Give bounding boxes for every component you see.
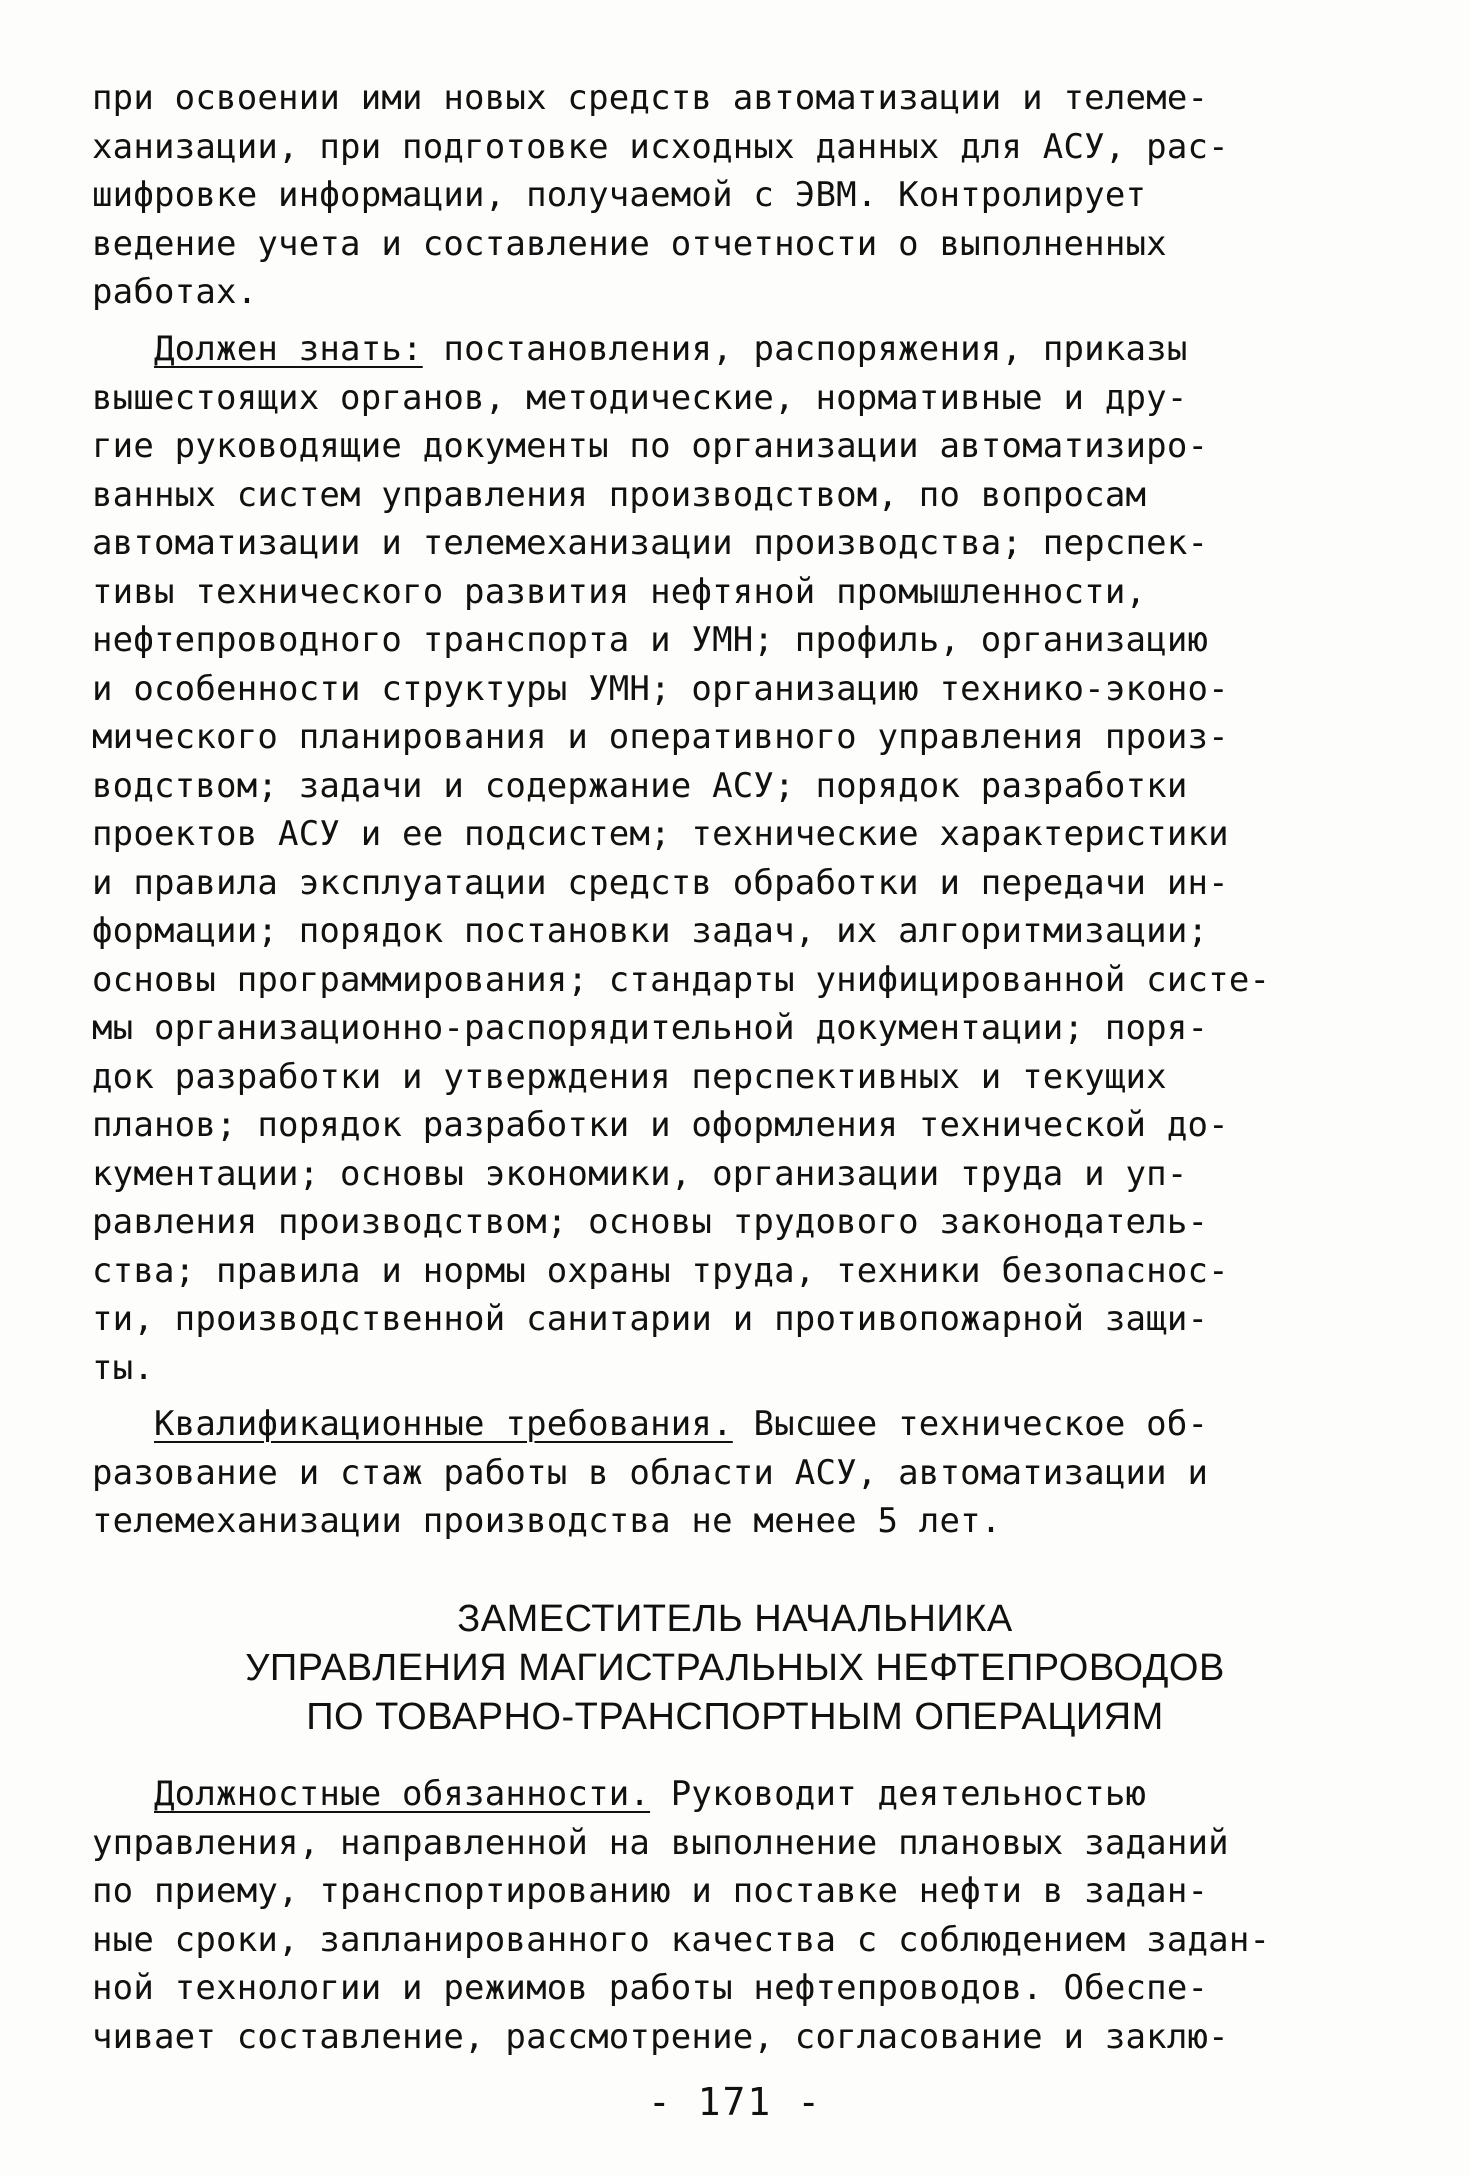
text-line-first (92, 1400, 1392, 1449)
section-heading (0, 1595, 1470, 1742)
text-line: ной технологии и режимов работы нефтепроводов. Обеспе- (92, 1968, 1209, 2008)
section-label-qualification: Квалификационные требования. (154, 1404, 733, 1444)
heading-line: УПРАВЛЕНИЯ МАГИСТРАЛЬНЫХ НЕФТЕПРОВОДОВ (245, 1647, 1225, 1689)
heading-line: ПО ТОВАРНО-ТРАНСПОРТНЫМ ОПЕРАЦИЯМ (306, 1696, 1164, 1738)
text-line: равления производством; основы трудового законодатель- (92, 1202, 1209, 1242)
text-line: автоматизации и телемеханизации производства; перспек- (92, 523, 1209, 563)
text-line: и особенности структуры УМН; организацию технико-эконо- (92, 668, 1229, 709)
paragraph-continuation (92, 74, 1392, 317)
text-line: ведение учета и составление отчетности о выполненных (92, 223, 1167, 264)
text-line: работах. (92, 272, 258, 312)
text-line: при освоении ими новых средств автоматизации и телеме- (92, 78, 1209, 118)
text-line: проектов АСУ и ее подсистем; технические характеристики (92, 814, 1229, 854)
text-line: нефтепроводного транспорта и УМН; профиль, организацию (92, 620, 1209, 660)
text-line: ства; правила и нормы охраны труда, техники безопаснос- (92, 1250, 1229, 1291)
text-line: планов; порядок разработки и оформления технической до- (92, 1105, 1229, 1145)
text-line: ты. (92, 1347, 155, 1388)
text-line: ные сроки, запланированного качества с соблюдением задан- (92, 1919, 1271, 1960)
text-line: док разработки и утверждения перспективных и текущих (92, 1056, 1167, 1097)
text-line: и правила эксплуатации средств обработки и передачи ин- (92, 862, 1229, 903)
text-line: формации; порядок постановки задач, их алгоритмизации; (92, 911, 1209, 951)
text-line: мы организационно-распорядительной документации; поря- (92, 1008, 1209, 1048)
paragraph-qualification (92, 1400, 1392, 1546)
text-line: мического планирования и оперативного управления произ- (92, 717, 1229, 757)
text-line: чивает составление, рассмотрение, согласование и заклю- (92, 2016, 1229, 2057)
text-line: разование и стаж работы в области АСУ, автоматизации и (92, 1452, 1209, 1493)
section-label-duties: Должностные обязанности. (154, 1774, 651, 1814)
section-label-must-know: Должен знать: (154, 329, 423, 369)
text-line: ханизации, при подготовке исходных данных для АСУ, рас- (92, 126, 1229, 167)
text-line: основы программирования; стандарты унифицированной систе- (92, 959, 1271, 1000)
text-line: шифровке информации, получаемой с ЭВМ. Контролирует (92, 175, 1147, 215)
text-run: Руководит деятельностью (650, 1774, 1147, 1814)
text-line: водством; задачи и содержание АСУ; порядок разработки (92, 765, 1188, 806)
heading-line: ЗАМЕСТИТЕЛЬ НАЧАЛЬНИКА (457, 1598, 1013, 1640)
text-line-first (92, 325, 1392, 374)
text-line: тивы технического развития нефтяной промышленности, (92, 571, 1147, 612)
paragraph-duties (92, 1770, 1392, 2061)
text-run: постановления, распоряжения, приказы (422, 329, 1188, 369)
text-line: вышестоящих органов, методические, нормативные и дру- (92, 377, 1188, 418)
text-line-first (92, 1770, 1392, 1819)
text-line: телемеханизации производства не менее 5 лет. (92, 1501, 1002, 1541)
text-line: ванных систем управления производством, по вопросам (92, 474, 1147, 515)
text-line: по приему, транспортированию и поставке нефти в задан- (92, 1871, 1209, 1911)
text-line: управления, направленной на выполнение плановых заданий (92, 1822, 1229, 1863)
page-number: - 171 - (647, 2080, 823, 2124)
text-line: ти, производственной санитарии и противопожарной защи- (92, 1299, 1209, 1339)
text-line: кументации; основы экономики, организации труда и уп- (92, 1153, 1188, 1194)
text-line: гие руководящие документы по организации автоматизиро- (92, 426, 1209, 466)
paragraph-must-know (92, 325, 1392, 1392)
text-run: Высшее техническое об- (732, 1404, 1209, 1444)
